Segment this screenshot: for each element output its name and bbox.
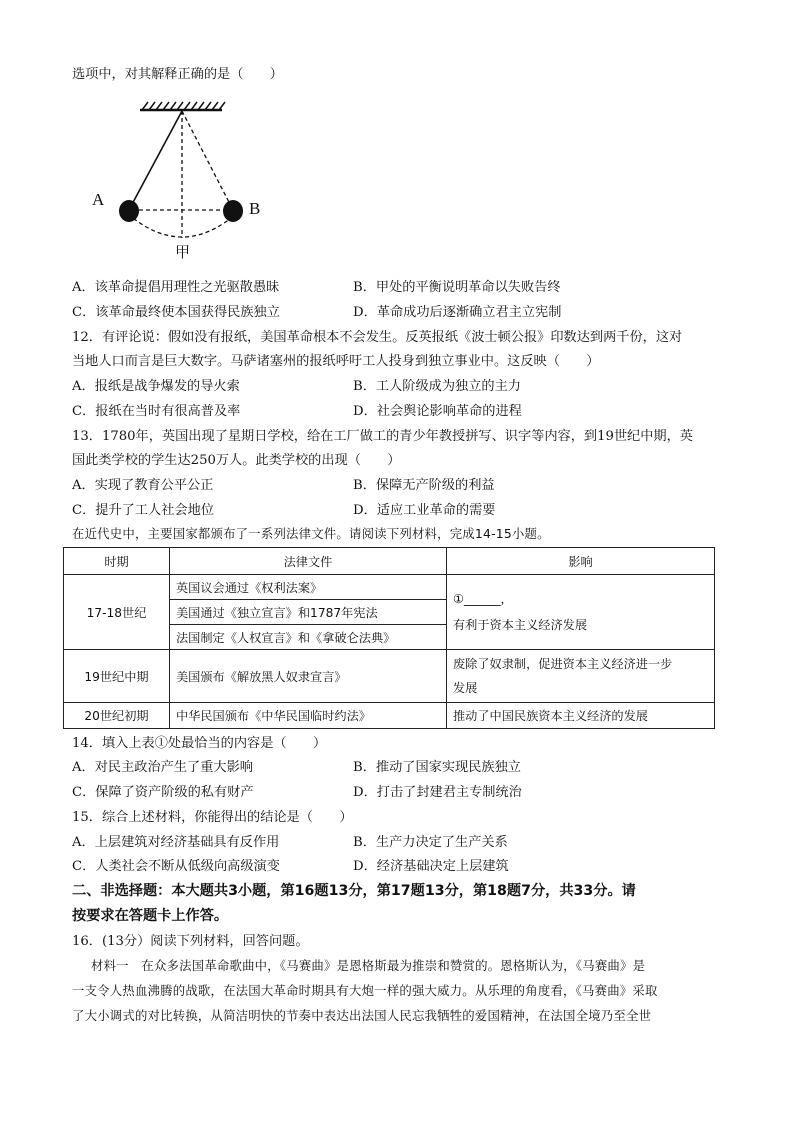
effect-text: 有利于资本主义经济发展 bbox=[453, 618, 588, 632]
q12-option-c: C．报纸在当时有很高普及率 bbox=[72, 404, 241, 419]
effect-text: 废除了奴隶制，促进资本主义经济进一步 bbox=[453, 657, 673, 671]
q13-stem-line-1: 13．1780年，英国出现了星期日学校，给在工厂做工的青少年教授拼写、识字等内容，到19世纪中期，英 bbox=[72, 429, 693, 444]
q14-option-c: C．保障了资产阶级的私有财产 bbox=[72, 785, 254, 800]
law-cell: 美国颁布《解放黑人奴隶宣言》 bbox=[170, 650, 447, 703]
q14-option-d: D．打击了封建君主专制统治 bbox=[353, 785, 522, 800]
period-cell: 17-18世纪 bbox=[64, 575, 170, 650]
q16-material-1-line-1: 材料一 在众多法国革命歌曲中，《马赛曲》是恩格斯最为推崇和赞赏的。恩格斯认为，《马赛曲》是 bbox=[91, 958, 646, 973]
q16-material-1-line-2: 一支令人热血沸腾的战歌，在法国大革命时期具有大炮一样的强大威力。从乐理的角度看，《马赛曲》采取 bbox=[72, 983, 658, 998]
q14-stem: 14．填入上表①处最恰当的内容是（ ） bbox=[72, 736, 327, 751]
q12-option-a: A．报纸是战争爆发的导火索 bbox=[72, 379, 240, 394]
q11-option-b: B．甲处的平衡说明革命以失败告终 bbox=[353, 280, 561, 295]
label-a: A bbox=[92, 190, 105, 209]
law-cell: 英国议会通过《权利法案》 bbox=[170, 575, 447, 600]
effect-blank: ①______， bbox=[453, 592, 513, 606]
header-period: 时期 bbox=[64, 548, 170, 575]
q13-option-a: A．实现了教育公平公正 bbox=[72, 478, 214, 493]
law-cell: 法国制定《人权宣言》和《拿破仑法典》 bbox=[170, 625, 447, 650]
label-b: B bbox=[249, 199, 261, 218]
q12-option-b: B．工人阶级成为独立的主力 bbox=[353, 379, 521, 394]
q11-option-d: D．革命成功后逐渐确立君主立宪制 bbox=[353, 305, 562, 320]
table-row bbox=[64, 650, 715, 703]
table-intro: 在近代史中，主要国家都颁布了一系列法律文件。请阅读下列材料，完成14-15小题。 bbox=[72, 526, 550, 541]
q15-option-a: A．上层建筑对经济基础具有反作用 bbox=[72, 835, 280, 850]
header-effect: 影响 bbox=[447, 548, 715, 575]
q13-option-b: B．保障无产阶级的利益 bbox=[353, 478, 495, 493]
ball-a bbox=[119, 200, 139, 222]
effect-cell bbox=[447, 650, 715, 703]
label-jia: 甲 bbox=[175, 243, 191, 261]
header-law: 法律文件 bbox=[170, 548, 447, 575]
q15-option-b: B．生产力决定了生产关系 bbox=[353, 835, 508, 850]
effect-text: 发展 bbox=[453, 681, 478, 695]
law-cell: 美国通过《独立宣言》和1787年宪法 bbox=[170, 600, 447, 625]
ball-b bbox=[223, 200, 243, 222]
q11-option-a: A．该革命提倡用理性之光驱散愚昧 bbox=[72, 280, 280, 295]
effect-cell bbox=[447, 575, 715, 650]
table-row bbox=[64, 575, 715, 600]
q13-stem-line-2: 国此类学校的学生达250万人。此类学校的出现（ ） bbox=[72, 453, 401, 468]
period-cell: 19世纪中期 bbox=[64, 650, 170, 703]
q14-option-a: A．对民主政治产生了重大影响 bbox=[72, 760, 253, 775]
q14-option-b: B．推动了国家实现民族独立 bbox=[353, 760, 521, 775]
q16-material-1-line-3: 了大小调式的对比转换，从简洁明快的节奏中表达出法国人民忘我牺牲的爱国精神，在法国全境乃至全世 bbox=[72, 1008, 652, 1023]
law-table bbox=[63, 547, 715, 729]
question-intro-line: 选项中，对其解释正确的是（ ） bbox=[72, 67, 283, 82]
q15-option-c: C．人类社会不断从低级向高级演变 bbox=[72, 859, 280, 874]
q13-option-c: C．提升了工人社会地位 bbox=[72, 503, 214, 518]
q12-stem-line-2: 当地人口而言是巨大数字。马萨诸塞州的报纸呼吁工人投身到独立事业中。这反映（ ） bbox=[72, 354, 600, 369]
q16-stem: 16．(13分）阅读下列材料，回答问题。 bbox=[72, 934, 309, 949]
q12-option-d: D．社会舆论影响革命的进程 bbox=[353, 404, 522, 419]
section-2-heading-line-2: 按要求在答题卡上作答。 bbox=[72, 908, 229, 924]
effect-cell: 推动了中国民族资本主义经济的发展 bbox=[447, 703, 715, 729]
q15-option-d: D．经济基础决定上层建筑 bbox=[353, 859, 509, 874]
law-cell: 中华民国颁布《中华民国临时约法》 bbox=[170, 703, 447, 729]
q12-stem-line-1: 12．有评论说：假如没有报纸，美国革命根本不会发生。反英报纸《波士顿公报》印数达到两千份，这对 bbox=[72, 330, 683, 345]
pendulum-diagram bbox=[82, 92, 282, 270]
pendulum-figure bbox=[82, 92, 282, 270]
period-cell: 20世纪初期 bbox=[64, 703, 170, 729]
q15-stem: 15．综合上述材料，你能得出的结论是（ ） bbox=[72, 810, 353, 825]
section-2-heading-line-1: 二、非选择题：本大题共3小题，第16题13分，第17题13分，第18题7分，共33分。请 bbox=[72, 883, 636, 899]
q13-option-d: D．适应工业革命的需要 bbox=[353, 503, 496, 518]
table-header-row bbox=[64, 548, 715, 575]
q11-option-c: C．该革命最终使本国获得民族独立 bbox=[72, 305, 280, 320]
table-row bbox=[64, 703, 715, 729]
